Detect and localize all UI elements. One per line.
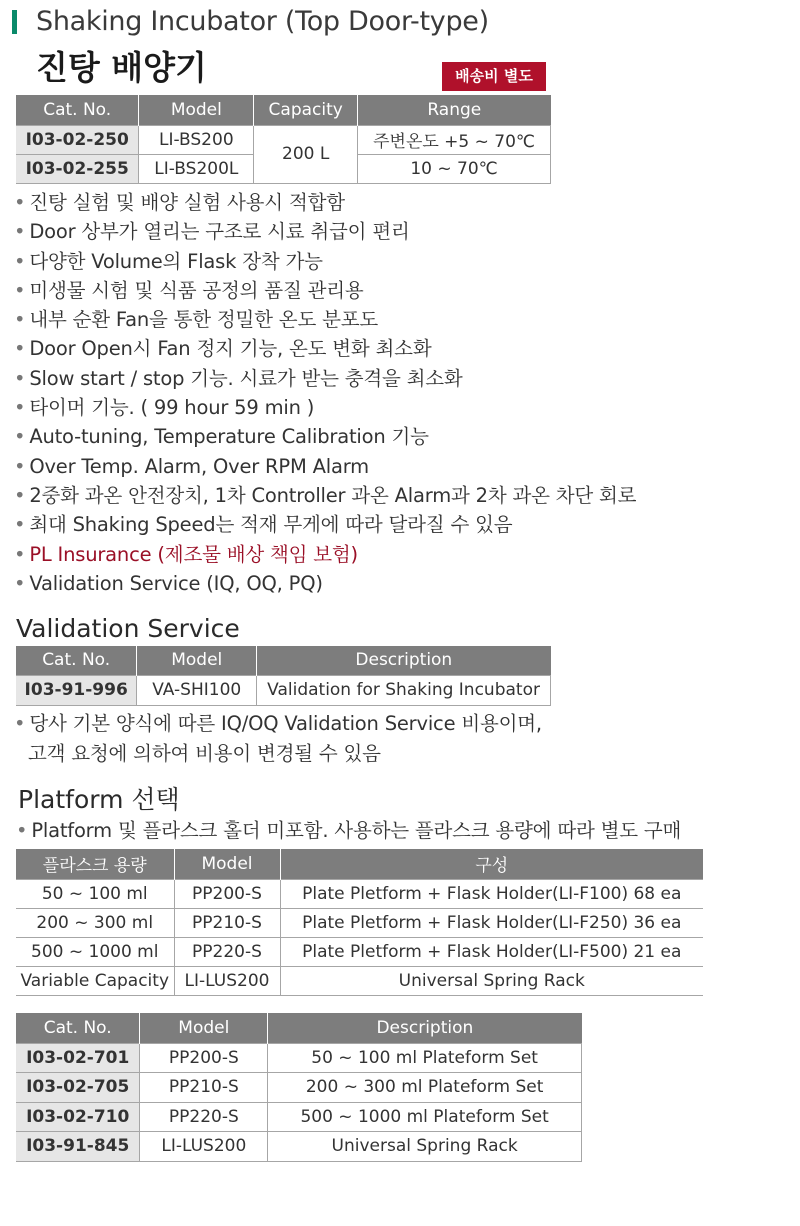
model-cell: PP220-S <box>140 1102 268 1132</box>
bullet-icon: • <box>14 191 26 214</box>
title-accent-bar <box>12 10 17 34</box>
list-item: • Over Temp. Alarm, Over RPM Alarm <box>14 454 369 478</box>
model-cell: LI-LUS200 <box>174 966 280 995</box>
col-header: Cat. No. <box>16 646 137 675</box>
validation-heading: Validation Service <box>16 614 240 643</box>
cat-no-cell: I03-02-710 <box>16 1102 140 1132</box>
cat-no-cell: I03-02-701 <box>16 1043 140 1073</box>
bullet-icon: • <box>14 454 26 478</box>
platform-catalog-table <box>16 1013 582 1162</box>
col-header: 플라스크 용량 <box>16 849 174 879</box>
model-cell: PP200-S <box>174 879 280 908</box>
config-cell: Plate Pletform + Flask Holder(LI-F100) 68 ea <box>280 879 703 908</box>
bullet-icon: • <box>16 819 28 842</box>
list-item: • Auto-tuning, Temperature Calibration 기능 <box>14 425 429 449</box>
col-header: Description <box>268 1013 582 1043</box>
col-header: Range <box>358 95 551 125</box>
description-cell: Universal Spring Rack <box>268 1132 582 1162</box>
bullet-icon: • <box>14 425 26 449</box>
col-header: Model <box>137 646 257 675</box>
feature-list <box>14 188 636 598</box>
range-cell: 주변온도 +5 ~ 70℃ <box>358 125 551 154</box>
platform-note: • Platform 및 플라스크 홀더 미포함. 사용하는 플라스크 용량에 따라 별도 구매 <box>16 819 682 842</box>
table-row <box>16 966 703 995</box>
platform-table <box>16 849 703 996</box>
table-row <box>16 1043 582 1073</box>
table-row <box>16 1132 582 1162</box>
description-cell: 200 ~ 300 ml Plateform Set <box>268 1073 582 1103</box>
description-cell: Validation for Shaking Incubator <box>257 675 551 705</box>
volume-cell: 500 ~ 1000 ml <box>16 937 174 966</box>
volume-cell: 200 ~ 300 ml <box>16 908 174 937</box>
bullet-icon: • <box>14 542 26 566</box>
table-header-row <box>16 849 703 879</box>
volume-cell: 50 ~ 100 ml <box>16 879 174 908</box>
bullet-icon: • <box>14 337 26 361</box>
platform-heading: Platform 선택 <box>18 785 180 814</box>
bullet-icon: • <box>14 571 26 595</box>
table-row <box>16 1102 582 1132</box>
description-cell: 50 ~ 100 ml Plateform Set <box>268 1043 582 1073</box>
spec-table <box>16 95 551 184</box>
volume-cell: Variable Capacity <box>16 966 174 995</box>
bullet-icon: • <box>14 513 26 537</box>
list-item: • Door Open시 Fan 정지 기능, 온도 변화 최소화 <box>14 337 432 361</box>
model-cell: PP210-S <box>140 1073 268 1103</box>
bullet-icon: • <box>14 396 26 420</box>
bullet-icon: • <box>14 366 26 390</box>
col-header: Description <box>257 646 551 675</box>
model-cell: PP210-S <box>174 908 280 937</box>
list-item: • Validation Service (IQ, OQ, PQ) <box>14 571 323 595</box>
config-cell: Universal Spring Rack <box>280 966 703 995</box>
bullet-icon: • <box>14 220 26 244</box>
description-cell: 500 ~ 1000 ml Plateform Set <box>268 1102 582 1132</box>
table-row <box>16 675 551 705</box>
list-item: • 타이머 기능. ( 99 hour 59 min ) <box>14 396 315 420</box>
bullet-icon: • <box>14 278 26 302</box>
model-cell: LI-BS200 <box>139 125 254 154</box>
cat-no-cell: I03-02-250 <box>16 125 139 154</box>
cat-no-cell: I03-02-705 <box>16 1073 140 1103</box>
col-header: Model <box>140 1013 268 1043</box>
model-cell: PP200-S <box>140 1043 268 1073</box>
list-item: • 내부 순환 Fan을 통한 정밀한 온도 분포도 <box>14 308 378 332</box>
validation-table <box>16 646 551 706</box>
validation-note: • 당사 기본 양식에 따른 IQ/OQ Validation Service 비용이며, <box>14 712 542 735</box>
list-item: • Door 상부가 열리는 구조로 시료 취급이 편리 <box>14 220 410 244</box>
list-item: • 다양한 Volume의 Flask 장착 가능 <box>14 249 323 273</box>
col-header: Model <box>139 95 254 125</box>
model-cell: VA-SHI100 <box>137 675 257 705</box>
table-header-row <box>16 646 551 675</box>
list-item: • 미생물 시험 및 식품 공정의 품질 관리용 <box>14 278 364 302</box>
table-row <box>16 125 551 154</box>
table-header-row <box>16 1013 582 1043</box>
col-header: Model <box>174 849 280 879</box>
cat-no-cell: I03-91-996 <box>16 675 137 705</box>
table-row <box>16 937 703 966</box>
table-row <box>16 879 703 908</box>
bullet-icon: • <box>14 249 26 273</box>
bullet-icon: • <box>14 308 26 332</box>
list-item-pl-insurance: • PL Insurance (제조물 배상 책임 보험) <box>14 542 358 566</box>
bullet-icon: • <box>14 712 26 735</box>
col-header: Cat. No. <box>16 1013 140 1043</box>
product-title-en: Shaking Incubator (Top Door-type) <box>36 6 489 37</box>
config-cell: Plate Pletform + Flask Holder(LI-F500) 21 ea <box>280 937 703 966</box>
table-header-row <box>16 95 551 125</box>
list-item: • 2중화 과온 안전장치, 1차 Controller 과온 Alarm과 2차 과온 차단 회로 <box>14 483 637 507</box>
list-item: • 진탕 실험 및 배양 실험 사용시 적합함 <box>14 191 345 214</box>
model-cell: LI-LUS200 <box>140 1132 268 1162</box>
list-item: • Slow start / stop 기능. 시료가 받는 충격을 최소화 <box>14 366 463 390</box>
list-item: • 최대 Shaking Speed는 적재 무게에 따라 달라질 수 있음 <box>14 513 513 537</box>
range-cell: 10 ~ 70℃ <box>358 154 551 183</box>
model-cell: LI-BS200L <box>139 154 254 183</box>
col-header: Cat. No. <box>16 95 139 125</box>
model-cell: PP220-S <box>174 937 280 966</box>
validation-note-cont: 고객 요청에 의하여 비용이 변경될 수 있음 <box>28 742 381 765</box>
capacity-cell: 200 L <box>254 125 358 183</box>
col-header: 구성 <box>280 849 703 879</box>
table-row <box>16 908 703 937</box>
shipping-badge: 배송비 별도 <box>442 62 546 91</box>
bullet-icon: • <box>14 483 26 507</box>
table-row <box>16 1073 582 1103</box>
cat-no-cell: I03-02-255 <box>16 154 139 183</box>
col-header: Capacity <box>254 95 358 125</box>
cat-no-cell: I03-91-845 <box>16 1132 140 1162</box>
product-title-ko: 진탕 배양기 <box>36 48 207 87</box>
config-cell: Plate Pletform + Flask Holder(LI-F250) 36 ea <box>280 908 703 937</box>
